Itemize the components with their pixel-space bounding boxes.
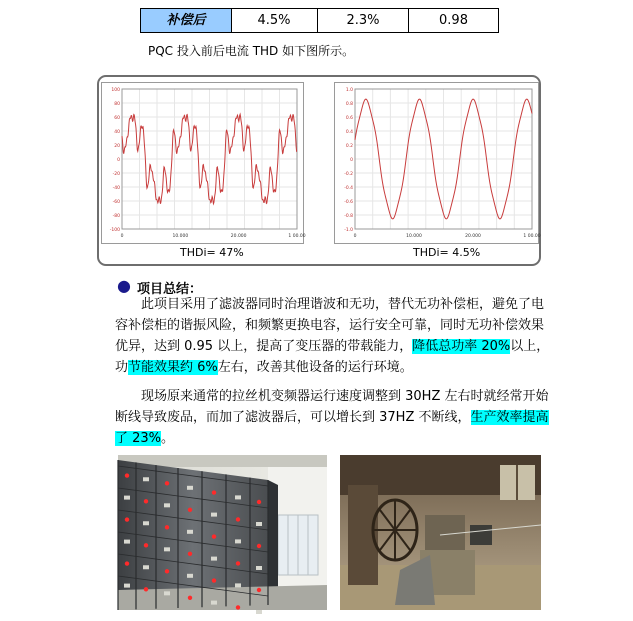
y-tick-label: -0.2: [344, 172, 353, 177]
summary-paragraph-2: [115, 386, 555, 449]
y-tick-label: -0.4: [344, 186, 353, 191]
panel-label-plate: [187, 530, 193, 534]
thd-after-svg: [335, 83, 541, 243]
panel-label-plate: [235, 583, 241, 587]
x-tick-label: 0: [120, 234, 124, 239]
y-tick-label: -60: [112, 200, 120, 205]
thd-before-svg: [102, 83, 306, 243]
panel-label-plate: [124, 496, 130, 500]
red-indicator-light: [212, 534, 216, 538]
y-tick-label: -20: [112, 172, 120, 177]
red-indicator-light: [188, 596, 192, 600]
machine-photo-svg: [340, 455, 541, 610]
panel-label-plate: [256, 522, 262, 526]
red-indicator-light: [165, 525, 169, 529]
x-tick-label: 1 00.00: [288, 234, 306, 239]
p1-line-3: [115, 336, 555, 357]
summary-heading: 项目总结：: [137, 282, 203, 297]
highlight-efficiency-value: 了 23%: [115, 431, 162, 446]
red-indicator-light: [236, 605, 240, 609]
panel-label-plate: [211, 601, 217, 605]
x-tick-label: 20.000: [465, 234, 481, 239]
highlight-efficiency: 生产效率提高: [470, 410, 549, 425]
x-tick-label: 10.000: [406, 234, 422, 239]
panel-label-plate: [124, 584, 130, 588]
red-indicator-light: [125, 473, 129, 477]
red-indicator-light: [236, 561, 240, 565]
table-cell-1: 4.5%: [231, 8, 318, 33]
thd-before-chart: [101, 82, 304, 244]
y-tick-label: 0.6: [345, 116, 353, 121]
red-indicator-light: [125, 561, 129, 565]
p1-line-4: [115, 357, 555, 378]
y-tick-label: -0.8: [344, 214, 353, 219]
p1-line-4-text: 功: [115, 360, 129, 375]
red-indicator-light: [212, 490, 216, 494]
thd-after-chart: [334, 82, 539, 244]
y-tick-label: -100: [109, 228, 120, 233]
panel-label-plate: [164, 591, 170, 595]
thd-after-label: THDi= 4.5%: [413, 246, 481, 259]
red-indicator-light: [144, 499, 148, 503]
red-indicator-light: [188, 508, 192, 512]
highlight-energy-saving: 节能效果约 6%: [128, 360, 218, 375]
red-indicator-light: [257, 588, 261, 592]
y-tick-label: -1.0: [344, 228, 353, 233]
y-tick-label: 60: [114, 116, 120, 121]
p1-line-3-text: 优异，达到 0.95 以上，提高了变压器的带载能力，: [115, 339, 413, 354]
panel-label-plate: [164, 547, 170, 551]
p1-line-1: 此项目采用了滤波器同时治理谐波和无功，替代无功补偿柜，避免了电: [115, 297, 545, 312]
x-tick-label: 0: [353, 234, 357, 239]
panel-label-plate: [235, 539, 241, 543]
p2-line-3: [115, 428, 555, 449]
panel-label-plate: [187, 574, 193, 578]
panel-label-plate: [211, 513, 217, 517]
y-tick-label: -0.6: [344, 200, 353, 205]
y-tick-label: 0.4: [345, 130, 353, 135]
panel-label-plate: [235, 495, 241, 499]
table-cell-2: 2.3%: [318, 8, 409, 33]
wire-drawing-machine-photo: [340, 455, 541, 610]
p2-line-2: [115, 407, 555, 428]
y-tick-label: 100: [111, 88, 120, 93]
x-tick-label: 20.000: [230, 234, 247, 239]
y-tick-label: 1.0: [345, 88, 353, 93]
y-tick-label: 80: [114, 102, 120, 107]
red-indicator-light: [144, 543, 148, 547]
results-table-row: [140, 8, 500, 33]
bullet-icon: ●: [117, 276, 131, 295]
x-tick-label: 1 00.00: [523, 234, 541, 239]
red-indicator-light: [144, 587, 148, 591]
red-indicator-light: [212, 578, 216, 582]
panel-label-plate: [124, 540, 130, 544]
panel-label-plate: [143, 477, 149, 481]
table-row-label: 补偿后: [140, 8, 232, 33]
red-indicator-light: [188, 552, 192, 556]
y-tick-label: -80: [112, 214, 120, 219]
panel-label-plate: [187, 486, 193, 490]
red-indicator-light: [125, 517, 129, 521]
highlight-power-reduction: 降低总功率 20%: [412, 339, 511, 354]
cabinet-photo-svg: [118, 455, 327, 610]
red-indicator-light: [236, 517, 240, 521]
panel-label-plate: [211, 557, 217, 561]
thd-before-label: THDi= 47%: [180, 246, 244, 259]
red-indicator-light: [165, 481, 169, 485]
panel-label-plate: [143, 565, 149, 569]
table-cell-3: 0.98: [409, 8, 499, 33]
p2-line-3-tail: 。: [161, 431, 175, 446]
p2-line-1: 现场原来通常的拉丝机变频器运行速度调整到 30HZ 左右时就经常开始: [115, 389, 549, 404]
panel-label-plate: [256, 566, 262, 570]
x-tick-label: 10.000: [172, 234, 189, 239]
y-tick-label: 40: [114, 130, 120, 135]
y-tick-label: 0: [117, 158, 120, 163]
panel-label-plate: [143, 521, 149, 525]
y-tick-label: 0: [350, 158, 353, 163]
panel-label-plate: [256, 610, 262, 614]
cabinet-room-photo: [118, 455, 327, 610]
y-tick-label: 20: [114, 144, 120, 149]
p1-line-4-tail: 左右，改善其他设备的运行环境。: [217, 360, 413, 375]
y-tick-label: 0.8: [345, 102, 353, 107]
y-tick-label: 0.2: [345, 144, 353, 149]
p1-line-3-tail: 以上，: [510, 339, 550, 354]
p1-line-2: 容补偿柜的谐振风险，和频繁更换电容，运行安全可靠，同时无功补偿效果: [115, 318, 545, 333]
y-tick-label: -40: [112, 186, 120, 191]
figure-caption: PQC 投入前后电流 THD 如下图所示。: [148, 44, 355, 58]
red-indicator-light: [165, 569, 169, 573]
red-indicator-light: [257, 544, 261, 548]
red-indicator-light: [257, 500, 261, 504]
panel-label-plate: [164, 503, 170, 507]
p2-line-2-text: 断线导致废品，而加了滤波器后，可以增长到 37HZ 不断线，: [115, 410, 471, 425]
summary-paragraph-1: [115, 294, 555, 378]
